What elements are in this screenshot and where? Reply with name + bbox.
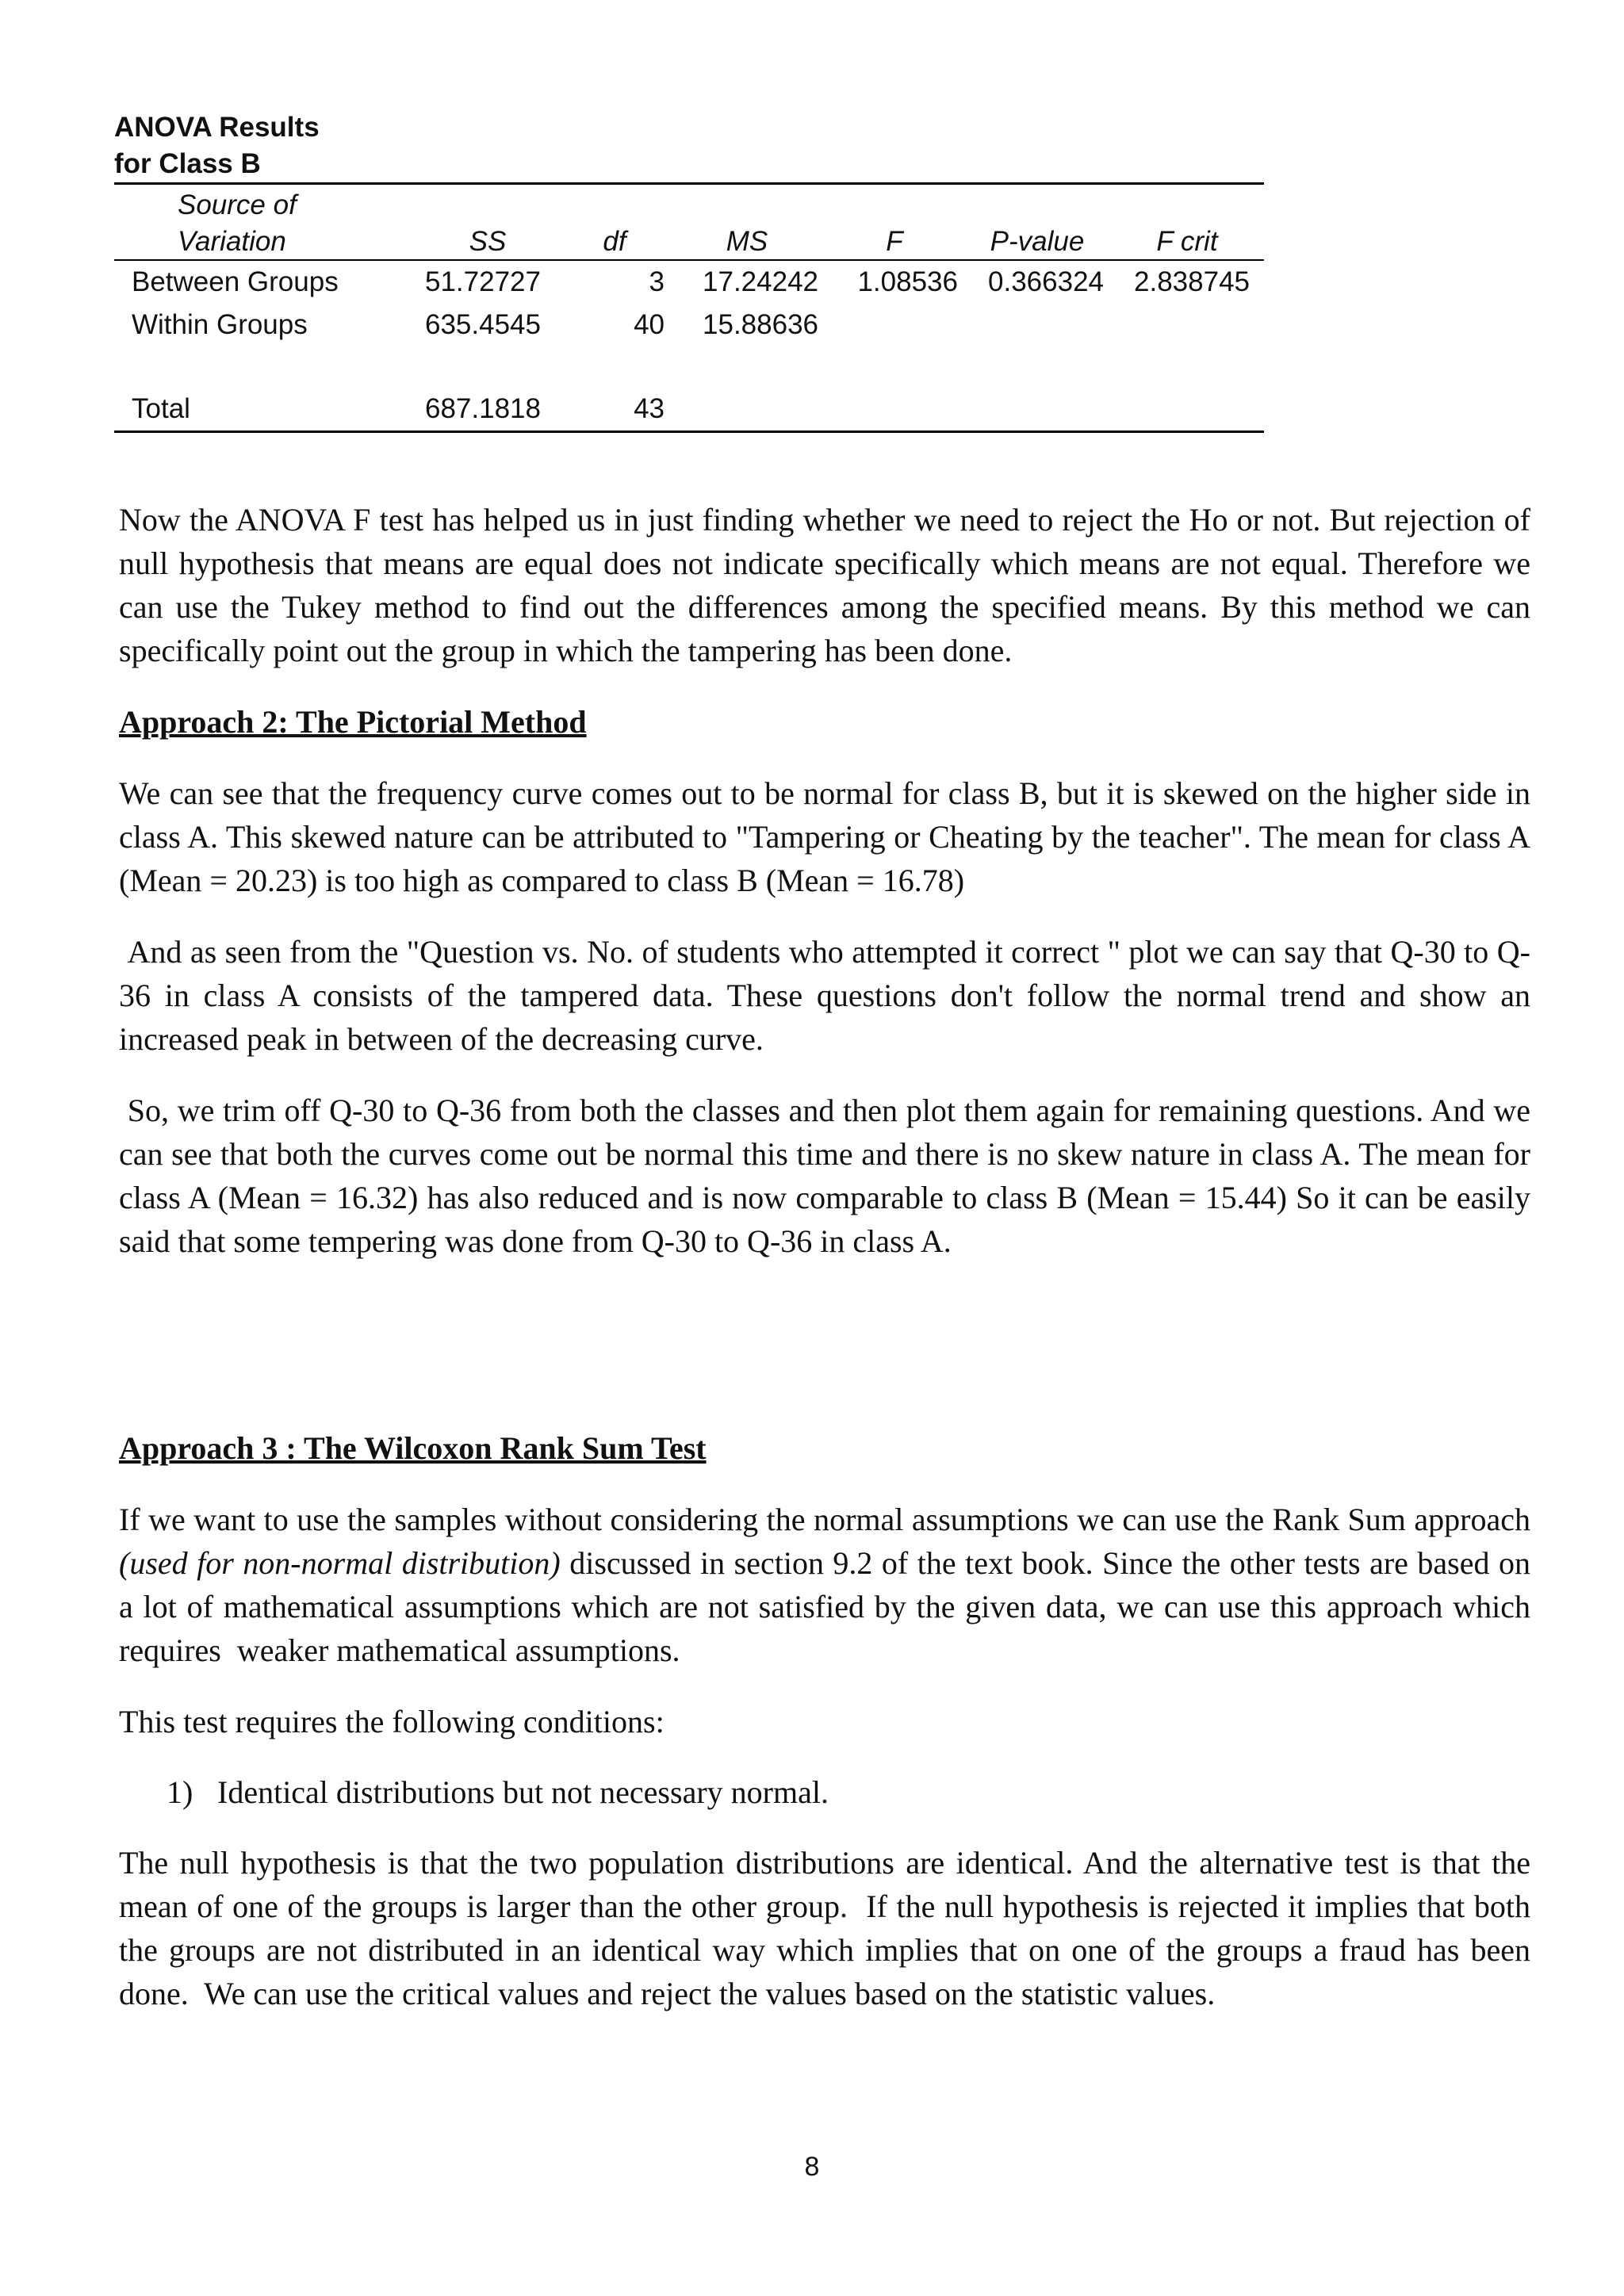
paragraph-pictorial-2: And as seen from the "Question vs. No. of students who attempted it correct " plot we can say that Q-30 to Q- 36 in class A consists of the tampered data. These questions don't follow the normal trend and show an increased peak in between of the decreasing curve.	[119, 934, 1530, 1057]
row-f-crit	[1110, 304, 1264, 346]
row-ms: 17.24242	[703, 266, 818, 297]
header-source-line1: Source of	[178, 189, 297, 220]
heading-approach-2: Approach 2: The Pictorial Method	[119, 704, 587, 740]
row-f	[825, 304, 964, 346]
row-ms: 15.88636	[703, 309, 818, 340]
row-ss: 51.72727	[425, 266, 541, 297]
row-source: Between Groups	[132, 266, 339, 297]
header-p-value: P-value	[964, 221, 1110, 260]
table-row	[114, 260, 1264, 304]
paragraph-pictorial-1: We can see that the frequency curve comes out to be normal for class B, but it is skewed on the higher side in class A. This skewed nature can be attributed to "Tampering or Cheating by the teacher". The mean for class A (Mean = 20.23) is too high as compared to class B (Mean = 16.78)	[119, 775, 1530, 898]
header-ms: MS	[669, 221, 825, 260]
row-p-value	[964, 388, 1110, 432]
wilcoxon-text-after: discussed in section 9.2 of the text book. Since the other tests are based on a lot of mathematical assumptions which are not satisfied by the given data, we can use this approach which requires weaker mathematical assumptions.	[119, 1545, 1530, 1668]
paragraph-wilcoxon	[119, 1498, 1530, 1672]
row-df: 3	[649, 266, 665, 297]
anova-title-line1: ANOVA Results	[114, 112, 320, 143]
header-f-crit: F crit	[1110, 221, 1264, 260]
anova-table	[114, 182, 1264, 433]
heading-approach-3: Approach 3 : The Wilcoxon Rank Sum Test	[119, 1430, 707, 1466]
row-p-value: 0.366324	[988, 266, 1104, 297]
header-df: df	[560, 221, 669, 260]
row-df: 43	[634, 393, 665, 424]
paragraph-tukey: Now the ANOVA F test has helped us in just finding whether we need to reject the Ho or not. But rejection of null hypothesis that means are equal does not indicate specifically which means are not equal. Therefore we can use the Tukey method to find out the differences among the specified means. By this method we can specifically point out the group in which the tampering has been done.	[119, 502, 1530, 668]
header-ss: SS	[416, 221, 560, 260]
paragraph-null-hypothesis: The null hypothesis is that the two population distributions are identical. And the alternative test is that the mean of one of the groups is larger than the other group. If the null hypothesis is rejected it implies that both the groups are not distributed in an identical way which implies that on one of the groups a fraud has been done. We can use the critical values and reject the values based on the statistic values.	[119, 1845, 1530, 2011]
wilcoxon-text-italic: (used for non-normal distribution)	[119, 1545, 561, 1581]
row-ss: 635.4545	[425, 309, 541, 340]
list-item-text: Identical distributions but not necessary normal.	[217, 1774, 829, 1810]
wilcoxon-text-before: If we want to use the samples without considering the normal assumptions we can use the Rank Sum approach	[119, 1502, 1530, 1537]
paragraph-conditions-intro: This test requires the following conditions:	[119, 1704, 665, 1739]
table-row	[114, 388, 1264, 432]
paragraph-pictorial-3: So, we trim off Q-30 to Q-36 from both the classes and then plot them again for remaining questions. And we can see that both the curves come out be normal this time and there is no skew nature in class A. The mean for class A (Mean = 16.32) has also reduced and is now comparable to class B (Mean = 15.44) So it can be easily said that some tempering was done from Q-30 to Q-36 in class A.	[119, 1093, 1530, 1259]
anova-title-line2: for Class B	[114, 148, 261, 179]
table-row	[114, 304, 1264, 346]
row-f: 1.08536	[857, 266, 958, 297]
anova-table-block	[114, 109, 1250, 433]
row-p-value	[964, 304, 1110, 346]
anova-title	[114, 109, 368, 182]
row-f-crit	[1110, 388, 1264, 432]
row-ss: 687.1818	[425, 393, 541, 424]
row-source: Total	[132, 393, 190, 424]
list-item	[167, 1770, 829, 1814]
page-number: 8	[804, 2152, 820, 2182]
row-f	[825, 388, 964, 432]
row-f-crit: 2.838745	[1134, 266, 1250, 297]
header-f: F	[825, 221, 964, 260]
table-row-blank	[114, 346, 1264, 388]
row-df: 40	[634, 309, 665, 340]
list-item-number: 1)	[167, 1774, 193, 1810]
header-source-line2: Variation	[114, 221, 416, 260]
row-source: Within Groups	[132, 309, 308, 340]
row-ms	[669, 388, 825, 432]
